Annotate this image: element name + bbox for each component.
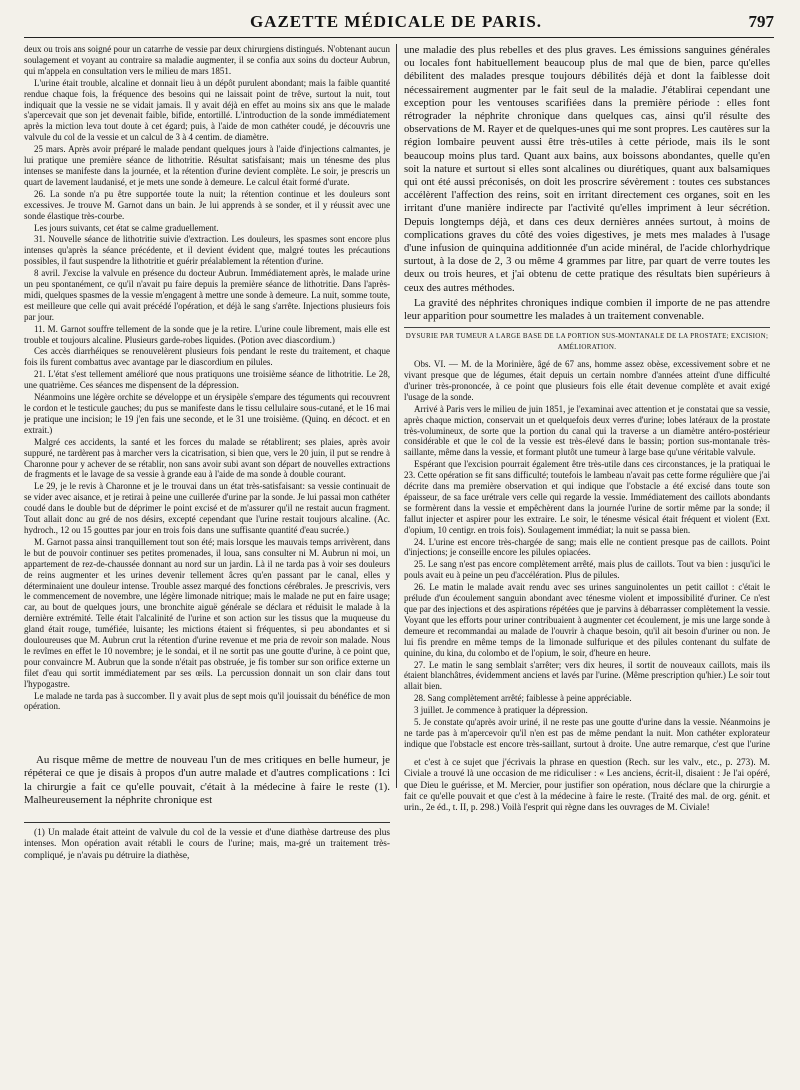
paragraph: 25. Le sang n'est pas encore complètement arrêté, mais plus de caillots. Tout va bien : jusqu'ici le pouls avait eu à peine un peu d'accélération. Plus de pilules. [404, 559, 770, 581]
paragraph: Le malade ne tarda pas à succomber. Il y avait plus de sept mois qu'il jouissait du bénéfice de mon opération. [24, 690, 390, 712]
paragraph: Le 29, je le revis à Charonne et je le trouvai dans un état très-satisfaisant: sa vessie continuait de se vider avec aisance, et je retirai à peine une cuillerée d'urine par la sonde. Je lui passai mon cathéter coudé dans le double but de déprimer le point excisé et de m'assurer qu'il ne restait aucun fragment. Tout allait donc au gré de nos désirs, excepté cependant que l'urine restait toujours alcaline. (Ac. hydroch., 12 ou 15 gouttes par jour en trois fois dans une suffisante quantité d'eau sucrée.) [24, 481, 390, 535]
right-intro [404, 44, 770, 323]
paragraph: Au risque même de mettre de nouveau l'un de mes critiques en belle humeur, je répéterai ce que je disais à propos d'un autre malade et d'autres complications : Ici la chirurgie a fait ce qu'elle pouvait, c'était à la médecine à faire le reste (1). Malheureusement la néphrite chronique est [24, 754, 390, 807]
paragraph: et c'est à ce sujet que j'écrivais la phrase en question (Rech. sur les valv., etc., p. 273). M. Civiale a trouvé là une occasion de me ridiculiser : « Les anciens, écrit-il, disaient : Je l'ai opéré, que Dieu le guérisse, et M. Mercier, pour justifier son opération, nous déclare que la chirurgie a fait ce qu'elle pouvait et que c'est à la médecine à faire le reste. (Traité des mal. de org. génit. et urin., 2e éd., t. II, p. 298.) Voilà l'esprit qui règne dans les ouvrages de M. Civiale! [404, 758, 770, 814]
paragraph: Les jours suivants, cet état se calme graduellement. [34, 222, 219, 233]
paragraph: Néanmoins une légère orchite se développe et un érysipèle s'empare des téguments qui recouvrent le cordon et le testicule gauches; du pus se manifeste dans le tissu cellulaire sous-cutané, et le 16 mai je pratique une incision; le 19 j'en fais une seconde, et le 31 une troisième. (Quinq. en décoct. et en extrait.) [24, 392, 390, 435]
paragraph: Malgré ces accidents, la santé et les forces du malade se rétablirent; ses plaies, après avoir suppuré, ne tardèrent pas à marcher vers la cicatrisation, si bien que, vers le 20 juin, il put se rendre à Charonne pour y achever de se rétablir, non sans avoir subi avant son départ de nouvelles extractions de fragments et le lavage de sa vessie à grande eau à l'aide de ma sonde à double courant. [24, 436, 390, 480]
paragraph: Obs. VI. — M. de la Morinière, âgé de 67 ans, homme assez obèse, excessivement sobre et ne vivant presque que de légumes, était depuis un certain nombre d'années atteint d'une difficulté d'uriner très-prononcée, à ce point que plusieurs fois elle était devenue complète et avait exigé l'usage de la sonde. [404, 359, 770, 402]
page-number: 797 [748, 12, 774, 31]
right-column [404, 44, 770, 750]
section-heading: DYSURIE PAR TUMEUR A LARGE BASE DE LA PORTION SUS-MONTANALE DE LA PROSTATE; EXCISION; AMÉLIORATION. [404, 327, 770, 353]
paragraph: 25 mars. Après avoir préparé le malade pendant quelques jours à l'aide d'injections calmantes, je lui pratique une première séance de lithotritie. Résultat satisfaisant; mais un ténesme des plus intenses se manifeste dans la journée, et la rétention d'urine devient complète. Le soir, je prescris un quart de lavement laudanisé, et je mets une sonde à demeure. Le calcul était formé d'urate. [24, 144, 390, 187]
paragraph: 28. Sang complètement arrêté; faiblesse à peine appréciable. [414, 693, 632, 704]
footnote [24, 828, 390, 862]
footnote-text: (1) Un malade était atteint de valvule du col de la vessie et d'une diathèse dartreuse des plus intenses. Mon opération avait rétabli le cours de l'urine; mais, ma-gré un traitement très-compliqué, je n'avais pu détruire la diathèse, [24, 828, 390, 861]
paragraph: L'urine était trouble, alcaline et donnait lieu à un dépôt purulent abondant; mais la faible quantité rendue chaque fois, la fréquence des besoins qui ne laissait point de trêve, surtout la nuit, tout indiquait que la vessie ne se vidait jamais. Il y avait déjà en effet au moins six ans que le malade s'apercevait que son jet devenait faible, bifide, entortillé. L'introduction de la sonde immédiatement après la miction leva tout doute à cet égard; puis, à l'aide de mon cathéter coudé, je découvris une valvule du col de la vessie et un calcul de 3 à 4 centim. de diamètre. [24, 77, 390, 143]
paragraph: une maladie des plus rebelles et des plus graves. Les émissions sanguines générales ou locales font habituellement beaucoup plus de mal que de bien, parce qu'elles débilitent des malades presque toujours débilités déjà et dont la faiblesse doit nécessairement augmenter par le fait seul de la maladie. J'établirai cependant une exception pour les ventouses scarifiées dans la première période : elles font rétrograder la néphrite chronique dans quelques cas, ainsi qu'il résulte des observations de M. Rayer et de quelques-unes qui me sont propres. Les cautères sur la région lombaire peuvent aussi être très-utiles à cette période, mais ils le sont beaucoup moins plus tard. Quant aux bains, aux boissons abondantes, quelle qu'en soit la nature et surtout si elles sont alcalines ou diurétiques, quant aux balsamiques qui ont été aussi préconisés, on doit les proscrire sévèrement : toutes ces substances accélèrent l'affection des reins, soit en irritant directement ces organes, soit en les irritant d'une manière indirecte par l'activité qu'elles impriment à leur sécrétion. Depuis longtemps déjà, et dans ces deux dernières années surtout, à moins de complications graves du côté des voies digestives, je mets mes malades à l'usage d'une infusion de quinquina additionnée d'un acide minéral, de l'acide chlorhydrique surtout, à la dose de 2, 3 ou même 4 grammes par litre, par quart de verre toutes les deux ou trois heures, et j'ai obtenu de cette pratique des résultats bien supérieurs à ceux des autres méthodes. [404, 45, 770, 294]
paragraph: 11. M. Garnot souffre tellement de la sonde que je la retire. L'urine coule librement, mais elle est trouble et toujours alcaline. Plusieurs garde-robes liquides. (Potion avec diascordium.) [24, 323, 390, 345]
paragraph: La gravité des néphrites chroniques indique combien il importe de ne pas attendre leur apparition pour soumettre les malades à un traitement convenable. [404, 297, 770, 323]
paragraph: 27. Le matin le sang semblait s'arrêter; vers dix heures, il sortit de nouveaux caillots, mais ils étaient blanchâtres, évidemment anciens et lavés par l'urine. (Même prescription qu'hier.) Le soir tout allait bien. [404, 659, 770, 692]
column-separator [396, 44, 397, 788]
paragraph: deux ou trois ans soigné pour un catarrhe de vessie par deux chirurgiens distingués. N'obtenant aucun soulagement et voyant au contraire sa maladie augmenter, il se confia aux soins du docteur Aubrun, qui m'appela en consultation vers le milieu de mars 1851. [24, 44, 390, 76]
paragraph: 24. L'urine est encore très-chargée de sang; mais elle ne contient presque pas de caillots. Point d'injections; je conseille encore les pilules opiacées. [404, 536, 770, 558]
paragraph: 5. Je constate qu'après avoir uriné, il ne reste pas une goutte d'urine dans la vessie. Néanmoins je ne tarde pas à m'apercevoir qu'il n'en est pas de même pendant la nuit. Mon cathéter explorateur indique que l'obstacle est encore très-saillant, surtout à droite. Une autre remarque, c'est que l'urine [404, 717, 770, 749]
paragraph: Espérant que l'excision pourrait également être très-utile dans ces circonstances, je la pratiquai le 23. Cette opération se fit sans difficulté; toutefois le lambeau n'avait pas cette forme régulière que j'ai décrite dans ma première observation et qui indique que l'obstacle a été excisé dans toute son épaisseur, de sa face urétrale vers celle qui regarde la vessie. Immédiatement des caillots abondants se formèrent dans la vessie et empêchèrent dans la journée l'urine de sortir même par la sonde; il fallut injecter et aspirer pour les extraire. Le soir, le ténesme vésical était fréquent et violent (Ext. d'opium, 10 centigr. en trois fois). Soulagement immédiat; la nuit se passa bien. [404, 459, 770, 535]
paragraph: Ces accès diarrhéiques se renouvelèrent plusieurs fois pendant le reste du traitement, et chaque fois ils furent combattus avec avantage par le diascordium en pilules. [24, 346, 390, 368]
paragraph: 26. La sonde n'a pu être supportée toute la nuit; la rétention continue et les douleurs sont excessives. Je trouve M. Garnot dans un bain. Je lui apprends à se sonder, et il y réussit avec une sonde élastique très-courbe. [24, 188, 390, 221]
footnote-rule [24, 822, 390, 823]
paragraph: 21. L'état s'est tellement amélioré que nous pratiquons une troisième séance de lithotritie. Le 28, une quatrième. Ces séances me dispensent de la dépression. [24, 369, 390, 391]
page-header [18, 10, 774, 36]
header-rule [24, 37, 774, 38]
paragraph: Arrivé à Paris vers le milieu de juin 1851, je l'examinai avec attention et je constatai que sa vessie, après chaque miction, conservait un et quelquefois deux verres d'urine; lobes latéraux de la prostate très-volumineux, de sorte que la portion du canal qui la traverse a un diamètre antéro-postérieur considérable et que le col de la vessie est très-élevé dans le bassin; portion sus-montanale très-saillante, même dans la vessie, et formant plutôt une tumeur à large base qu'une véritable valvule. [404, 403, 770, 458]
paragraph: 26. Le matin le malade avait rendu avec ses urines sanguinolentes un petit caillot : c'était le prélude d'un écoulement sanguin abondant avec ténesme violent et impossibilité d'uriner. Ce n'est que par des injections et des aspirations répétées que je parvins à débarrasser complètement la vessie. Voyant que les efforts pour uriner contribuaient à augmenter cet écoulement, je mis une large sonde à demeure et recommandai au malade de l'ouvrir à chaque besoin, qu'il ait besoin d'uriner ou non. Je lui fis prendre en même temps de la limonade sulfurique et des pilules contenant du sulfate de quinine, du kina, du colombo et de l'opium, le soir, d'heure en heure. [404, 582, 770, 658]
right-continuation [404, 758, 770, 814]
left-column [24, 44, 390, 754]
paragraph: M. Garnot passa ainsi tranquillement tout son été; mais lorsque les mauvais temps arrivèrent, dans le but de pouvoir continuer ses petites promenades, il loua, sans consulter ni M. Aubrun ni moi, un appartement de rez-de-chaussée donnant au nord sur un jardin. Là il ne tarda pas à voir ses douleurs de reins augmenter et les urines devenir tellement âcres qu'en passant par le canal, elles y déterminaient une douleur intense. Trouble assez marqué des fonctions cérébrales. Je prescrivis, vers le commencement de novembre, une légère limonade nitrique; mais le malade ne put en faire usage; car, au bout de quelques jours, une bronchite aiguë générale se déclara et réduisit le malade à la dernière extrémité. Telle était l'alcalinité de l'urine et son action sur les tissus que la muqueuse du gland était rouge, tuméfiée, luisante; les mictions étaient si fréquentes, si peu abondantes et si douloureuses que M. Aubrun crut la rétention d'urine revenue et me pria de revoir son malade. Nous le revîmes en effet le 10 novembre; je le sondai, et il ne sortit pas une goutte d'urine, à ce point que, pour convaincre M. Aubrun que la sonde n'était pas obstruée, je fis tomber sur son orifice externe un filet d'eau qui sortit immédiatement par ses œils. La percussion donnait un son clair dans tout l'hypogastre. [24, 536, 390, 689]
journal-title: GAZETTE MÉDICALE DE PARIS. [249, 12, 543, 31]
paragraph: 8 avril. J'excise la valvule en présence du docteur Aubrun. Immédiatement après, le malade urine un peu spontanément, ce qu'il n'avait pu faire depuis la première séance de lithotritie. Dans l'après-midi, quelques spasmes de la vessie m'engagent à mettre une sonde à demeure. La nuit, somme toute, est meilleure que celle qui avait précédé l'opération, et déjà le sang s'arrête. Injections plusieurs fois par jour. [24, 268, 390, 322]
paragraph: 31. Nouvelle séance de lithotritie suivie d'extraction. Les douleurs, les spasmes sont encore plus intenses qu'après la séance précédente, et il devient évident que, malgré toutes les précautions possibles, il faut suspendre la lithotritie et guérir préalablement la rétention d'urine. [24, 234, 390, 267]
paragraph: 3 juillet. Je commence à pratiquer la dépression. [414, 705, 588, 716]
closing-paragraph [24, 754, 390, 808]
